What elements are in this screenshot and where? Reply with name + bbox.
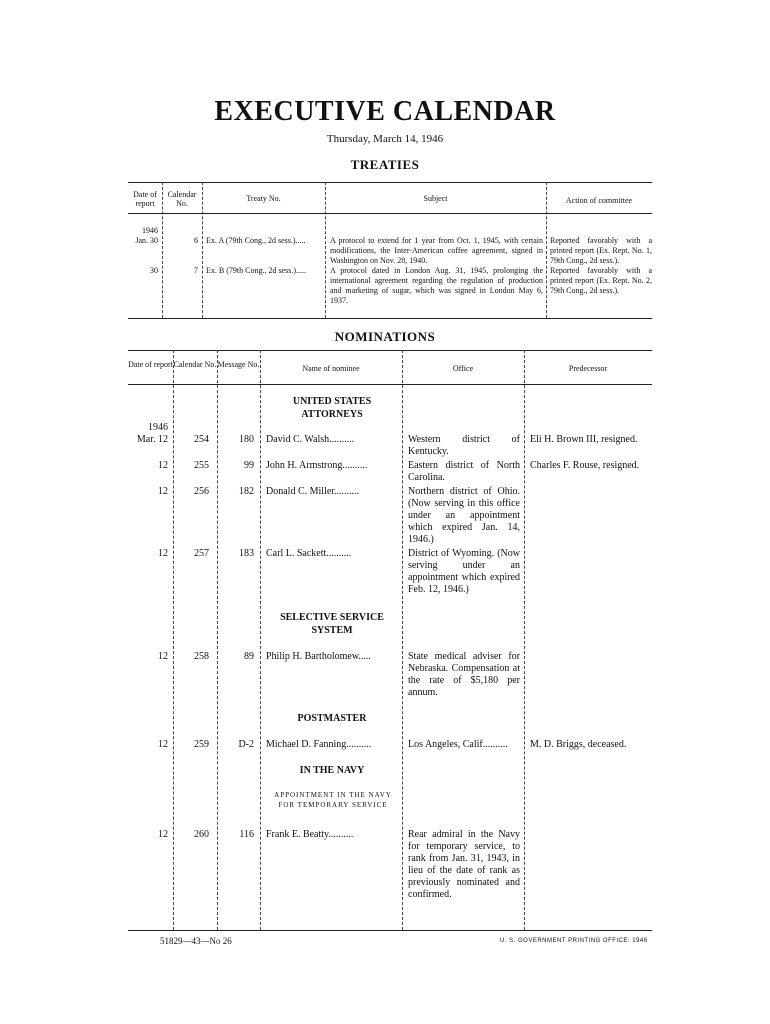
nomination-date: 12: [158, 739, 168, 750]
treaty-no: Ex. B (79th Cong., 2d sess.).....: [206, 266, 306, 275]
nominee-name: Philip H. Bartholomew.....: [266, 651, 371, 662]
treaty-date: 30: [150, 266, 158, 275]
nominee-name: John H. Armstrong..........: [266, 460, 368, 471]
group-heading-attorneys: UNITED STATES ATTORNEYS: [292, 396, 372, 420]
nomination-predecessor: M. D. Briggs, deceased.: [530, 739, 627, 750]
nomination-calendar-no: 259: [194, 739, 209, 750]
nomination-calendar-no: 256: [194, 486, 209, 497]
nomination-predecessor: Eli H. Brown III, resigned.: [530, 434, 638, 445]
treaties-heading: TREATIES: [350, 157, 420, 172]
footer-code: 51829—43—No 26: [160, 936, 232, 946]
nomination-office: District of Wyoming. (Now serving under an appointment which expired Feb. 12, 1946.): [408, 548, 520, 595]
nominee-name: Michael D. Fanning..........: [266, 739, 372, 750]
col-message-no: Message No.: [217, 360, 260, 369]
nomination-message-no: 183: [239, 548, 254, 559]
nomination-office: Western district of Kentucky.: [408, 434, 520, 457]
nomination-calendar-no: 258: [194, 651, 209, 662]
nomination-date: 12: [158, 829, 168, 840]
col-calendar-no: Calendar No.: [173, 360, 217, 369]
col-calendar-no: Calendar No.: [167, 190, 197, 208]
footer-printer: U. S. GOVERNMENT PRINTING OFFICE: 1946: [500, 938, 648, 944]
treaty-action: Reported favorably with a printed report (Ex. Rept. No. 1, 79th Cong., 2d sess.).: [550, 236, 652, 265]
nomination-message-no: 89: [244, 651, 254, 662]
nomination-calendar-no: 257: [194, 548, 209, 559]
nomination-date: 12: [158, 486, 168, 497]
nomination-message-no: 182: [239, 486, 254, 497]
nomination-message-no: 180: [239, 434, 254, 445]
nominations-heading: NOMINATIONS: [334, 329, 436, 344]
nomination-office: Los Angeles, Calif..........: [408, 739, 508, 750]
col-date-of-report: Date of report: [133, 190, 157, 208]
treaty-calendar-no: 6: [194, 236, 198, 245]
nomination-office: Northern district of Ohio. (Now serving in this office under an appointment which expired Jan. 14, 1946.): [408, 486, 520, 545]
col-subject: Subject: [423, 194, 448, 203]
col-treaty-no: Treaty No.: [246, 194, 281, 203]
treaty-date: Jan. 30: [135, 236, 158, 245]
nomination-calendar-no: 260: [194, 829, 209, 840]
col-action: Action of committee: [565, 196, 633, 205]
nomination-date: 12: [158, 460, 168, 471]
nomination-office: State medical adviser for Nebraska. Compensation at the rate of $5,180 per annum.: [408, 651, 520, 698]
page-title: EXECUTIVE CALENDAR: [214, 96, 556, 127]
nomination-office: Eastern district of North Carolina.: [408, 460, 520, 483]
nomination-message-no: D-2: [238, 739, 254, 750]
nomination-message-no: 99: [244, 460, 254, 471]
nominee-name: Carl L. Sackett..........: [266, 548, 352, 559]
col-office: Office: [452, 364, 474, 373]
group-heading-postmaster: POSTMASTER: [297, 713, 367, 724]
nomination-date: 12: [158, 548, 168, 559]
treaty-action: Reported favorably with a printed report (Ex. Rept. No. 2, 79th Cong., 2d sess.).: [550, 266, 652, 295]
nomination-predecessor: Charles F. Rouse, resigned.: [530, 460, 640, 471]
group-heading-selective-service: SELECTIVE SERVICE SYSTEM: [280, 612, 384, 636]
group-subheading-navy-temporary: APPOINTMENT IN THE NAVY FOR TEMPORARY SERVICE: [274, 791, 392, 809]
nomination-date: Mar. 12: [136, 434, 168, 445]
nomination-message-no: 116: [239, 829, 254, 840]
nomination-date: 12: [158, 651, 168, 662]
col-date-of-report: Date of report: [128, 360, 173, 369]
nominee-name: David C. Walsh..........: [266, 434, 355, 445]
treaty-no: Ex. A (79th Cong., 2d sess.).....: [206, 236, 306, 245]
nomination-calendar-no: 254: [194, 434, 209, 445]
col-name-of-nominee: Name of nominee: [302, 364, 360, 373]
nominee-name: Frank E. Beatty..........: [266, 829, 354, 840]
col-predecessor: Predecessor: [568, 364, 608, 373]
calendar-date: Thursday, March 14, 1946: [326, 133, 444, 145]
nomination-year: 1946: [148, 422, 168, 433]
treaty-calendar-no: 7: [194, 266, 198, 275]
treaty-subject: A protocol dated in London Aug. 31, 1945, prolonging the international agreement regarding the regulation of production and marketing of sugar, which was signed in London May 6, 1937.: [330, 266, 543, 305]
nomination-office: Rear admiral in the Navy for temporary service, to rank from Jan. 31, 1943, in lieu of the date of rank as previously nominated and confirmed.: [408, 829, 520, 900]
nomination-calendar-no: 255: [194, 460, 209, 471]
treaty-subject: A protocol to extend for 1 year from Oct. 1, 1945, with certain modifications, the Inter-American coffee agreement, signed in Washington on Nov. 28, 1940.: [330, 236, 543, 265]
group-heading-navy: IN THE NAVY: [299, 765, 365, 776]
nominee-name: Donald C. Miller..........: [266, 486, 360, 497]
treaty-year: 1946: [142, 226, 158, 235]
